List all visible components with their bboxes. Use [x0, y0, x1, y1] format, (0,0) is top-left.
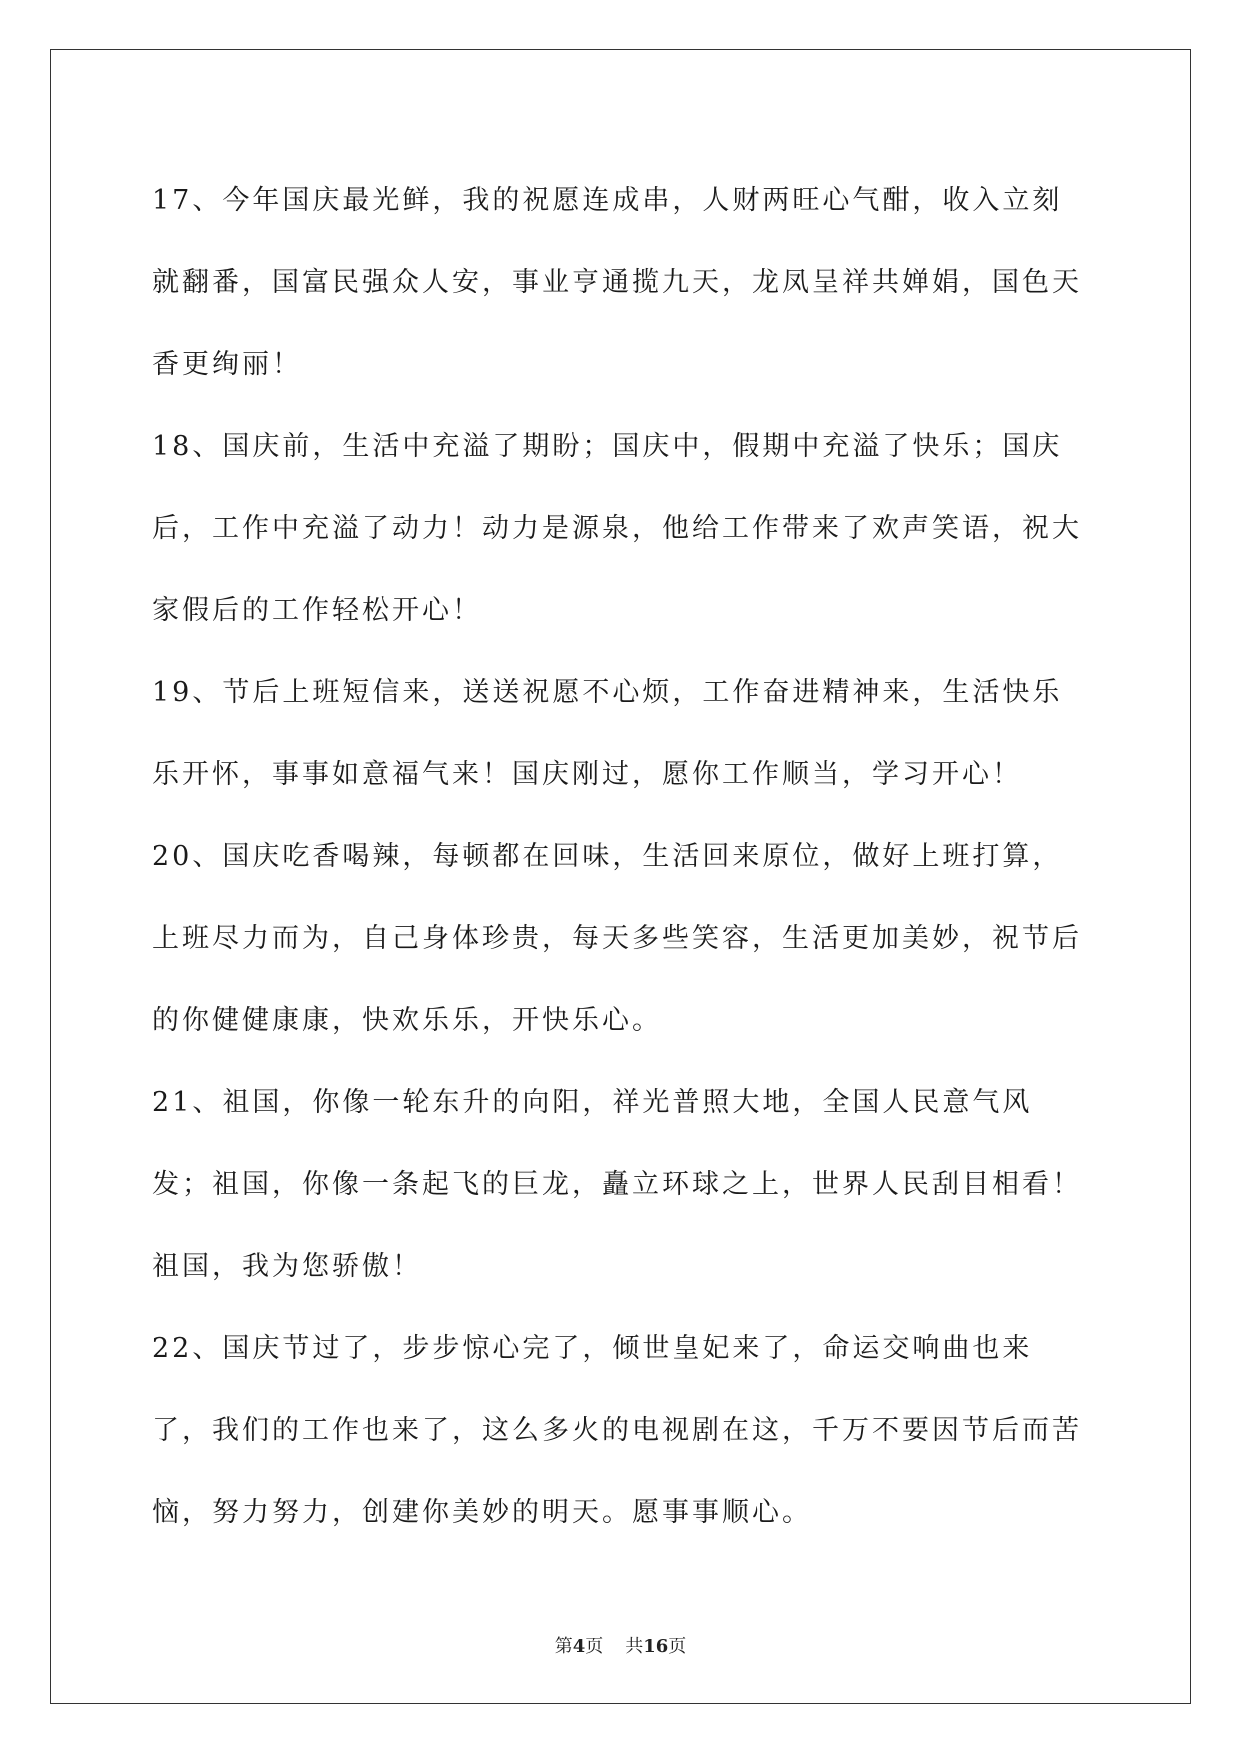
paragraph-19: 19、节后上班短信来，送送祝愿不心烦，工作奋进精神来，生活快乐乐开怀，事事如意福气来！国庆刚过，愿你工作顺当，学习开心！: [152, 677, 1063, 790]
paragraph-17: 17、今年国庆最光鲜，我的祝愿连成串，人财两旺心气酣，收入立刻就翻番，国富民强众人安，事业亨通揽九天，龙凤呈祥共婵娟，国色天香更绚丽！: [152, 185, 1082, 380]
page-suffix: 页: [585, 1636, 604, 1657]
paragraph-22: 22、国庆节过了，步步惊心完了，倾世皇妃来了，命运交响曲也来了，我们的工作也来了，这么多火的电视剧在这，千万不要因节后而苦恼，努力努力，创建你美妙的明天。愿事事顺心。: [152, 1333, 1082, 1528]
total-pages: 16: [643, 1636, 669, 1657]
page-prefix: 第: [554, 1636, 573, 1657]
document-body: [152, 160, 1092, 1554]
total-suffix: 页: [668, 1636, 687, 1657]
paragraph-20: 20、国庆吃香喝辣，每顿都在回味，生活回来原位，做好上班打算，上班尽力而为，自己身体珍贵，每天多些笑容，生活更加美妙，祝节后的你健健康康，快欢乐乐，开快乐心。: [152, 841, 1082, 1036]
paragraph-21: 21、祖国，你像一轮东升的向阳，祥光普照大地，全国人民意气风发；祖国，你像一条起飞的巨龙，矗立环球之上，世界人民刮目相看！祖国，我为您骄傲！: [152, 1087, 1082, 1282]
page-footer: [0, 1632, 1241, 1658]
paragraph-18: 18、国庆前，生活中充溢了期盼；国庆中，假期中充溢了快乐；国庆后，工作中充溢了动力！动力是源泉，他给工作带来了欢声笑语，祝大家假后的工作轻松开心！: [152, 431, 1082, 626]
page-number: 4: [572, 1636, 586, 1657]
total-prefix: 共: [625, 1636, 644, 1657]
